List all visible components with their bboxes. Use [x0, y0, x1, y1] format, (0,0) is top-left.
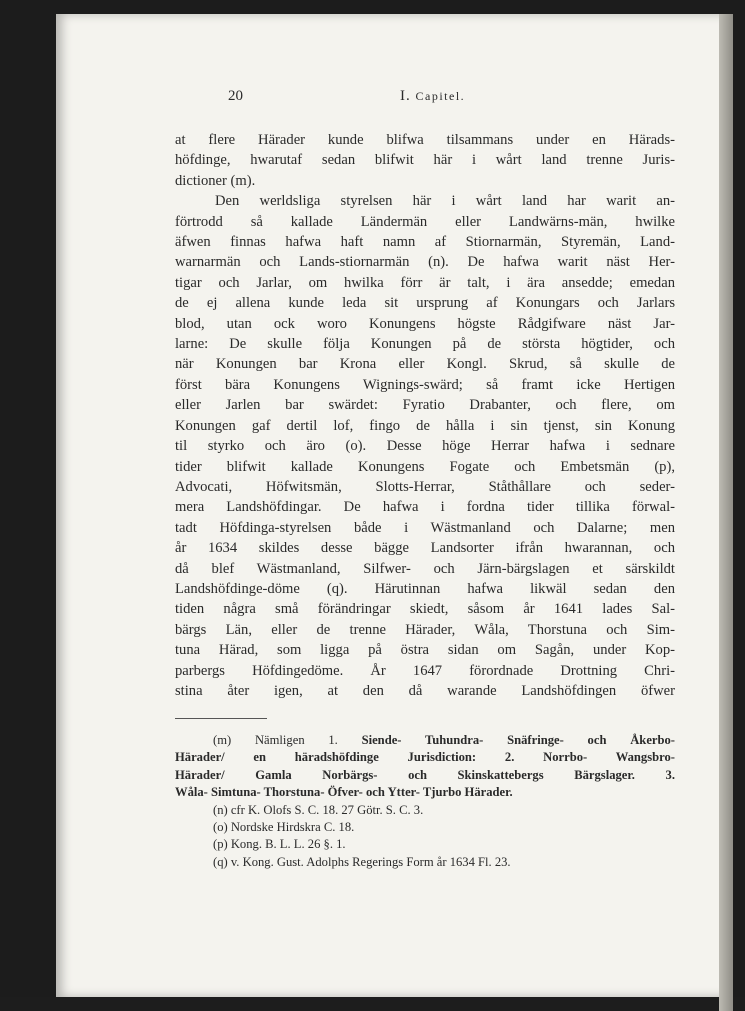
footnote-text: (o) Nordske Hirdskra C. 18.: [213, 820, 355, 835]
body-line: warnarmän och Lands-stiornarmän (n). De hafwa warit näst Her-: [175, 254, 675, 271]
footnote-line: [175, 784, 675, 801]
footnote-line: [175, 749, 675, 766]
body-line: parbergs Höfdingedöme. År 1647 förordnade Drottning Chri-: [175, 662, 675, 679]
running-title: [400, 88, 465, 105]
body-line: äfwen finnas hafwa haft namn af Stiornarmän, Styremän, Land-: [175, 234, 675, 251]
body-line: tadt Höfdinga-styrelsen både i Wästmanland och Dalarne; men: [175, 519, 675, 536]
footnote-text: (q) v. Kong. Gust. Adolphs Regerings Form år 1634 Fl. 23.: [213, 854, 511, 869]
footnote-rule: [175, 718, 267, 719]
footnote-line: [175, 854, 675, 871]
body-line: när Konungen bar Krona eller Kongl. Skrud, så skulle de: [175, 356, 675, 373]
running-header: [175, 88, 691, 110]
footnote-text: (m) Nämligen 1.: [213, 733, 362, 747]
body-line: larne: De skulle följa Konungen på de största högtider, och: [175, 336, 675, 353]
body-line: Den werldsliga styrelsen här i wårt land har warit an-: [215, 193, 675, 210]
footnote-bold-text: Wåla- Simtuna- Thorstuna- Öfver- och Ytter- Tjurbo Härader.: [175, 785, 513, 800]
body-line: Konungen gaf dertil lof, fingo de hålla i sin tjenst, sin Konung: [175, 417, 675, 434]
body-line: Advocati, Höfwitsmän, Slotts-Herrar, Ståthållare och seder-: [175, 478, 675, 495]
footnotes: [175, 732, 675, 871]
body-line: dictioner (m).: [175, 172, 256, 189]
footnote-text: (p) Kong. B. L. L. 26 §. 1.: [213, 837, 346, 852]
footnote-text: (n) cfr K. Olofs S. C. 18. 27 Götr. S. C. 3.: [213, 802, 424, 817]
body-line: först bära Konungens Wignings-swärd; så framt icke Hertigen: [175, 376, 675, 393]
body-text: [175, 130, 675, 701]
footnote-bold-text: Härader/ en häradshöfdinge Jurisdiction: 2. Norrbo- Wangsbro-: [175, 750, 675, 765]
body-line: förtrodd så kallade Ländermän eller Landwärns-män, hwilke: [175, 213, 675, 230]
body-line: mera Landshöfdingar. De hafwa i fordna tider tillika förwal-: [175, 499, 675, 516]
footnote-line: [175, 819, 675, 836]
page-edge: [719, 14, 733, 1011]
chapter-numeral: I.: [400, 88, 411, 104]
body-line: eller Jarlen bar swärdet: Fyratio Drabanter, och flere, om: [175, 397, 675, 414]
body-line: bärgs Län, eller de trenne Härader, Wåla, Thorstuna och Sim-: [175, 621, 675, 638]
body-line: blod, utan ock woro Konungens högste Rådgifware näst Jar-: [175, 315, 675, 332]
body-line: år 1634 skildes desse bägge Landsorter ifrån hwarannan, och: [175, 540, 675, 557]
chapter-word: Capitel.: [415, 89, 466, 103]
footnote-line: [175, 767, 675, 784]
body-line: Landshöfdinge-döme (q). Härutinnan hafwa likwäl sedan den: [175, 580, 675, 597]
body-line: at flere Härader kunde blifwa tilsammans under en Härads-: [175, 132, 675, 148]
body-line: tiden några små förändringar skiedt, såsom år 1641 lades Sal-: [175, 601, 675, 618]
footnote-bold-text: Härader/ Gamla Norbärgs- och Skinskattebergs Bärgslager. 3.: [175, 767, 675, 782]
body-line: höfdinge, hwarutaf sedan blifwit här i wårt land trenne Juris-: [175, 152, 675, 169]
page-content: [175, 88, 691, 869]
body-line: då blef Wästmanland, Silfwer- och Järn-bärgslagen et särskildt: [175, 560, 675, 577]
body-line: stina åter igen, at den då warande Landshöfdingen öfwer: [175, 682, 675, 699]
body-line: de ej allena kunde leda sit ursprung af Konungars och Jarlars: [175, 295, 675, 312]
footnote-line: [175, 802, 675, 819]
body-line: til styrko och äro (o). Desse höge Herrar hafwa i sednare: [175, 438, 675, 455]
footnote-bold-text: Siende- Tuhundra- Snäfringe- och Åkerbo-: [361, 733, 675, 747]
footnote-line: [175, 732, 675, 749]
body-line: tider blifwit kallade Konungens Fogate och Embetsmän (p),: [175, 458, 675, 475]
footnote-line: [175, 836, 675, 853]
body-line: tigar och Jarlar, om hwilka förr är talt, i ära ansedde; emedan: [175, 274, 675, 291]
body-line: tuna Härad, som ligga på östra sidan om Sagån, under Kop-: [175, 642, 675, 659]
page-number: 20: [228, 88, 243, 104]
